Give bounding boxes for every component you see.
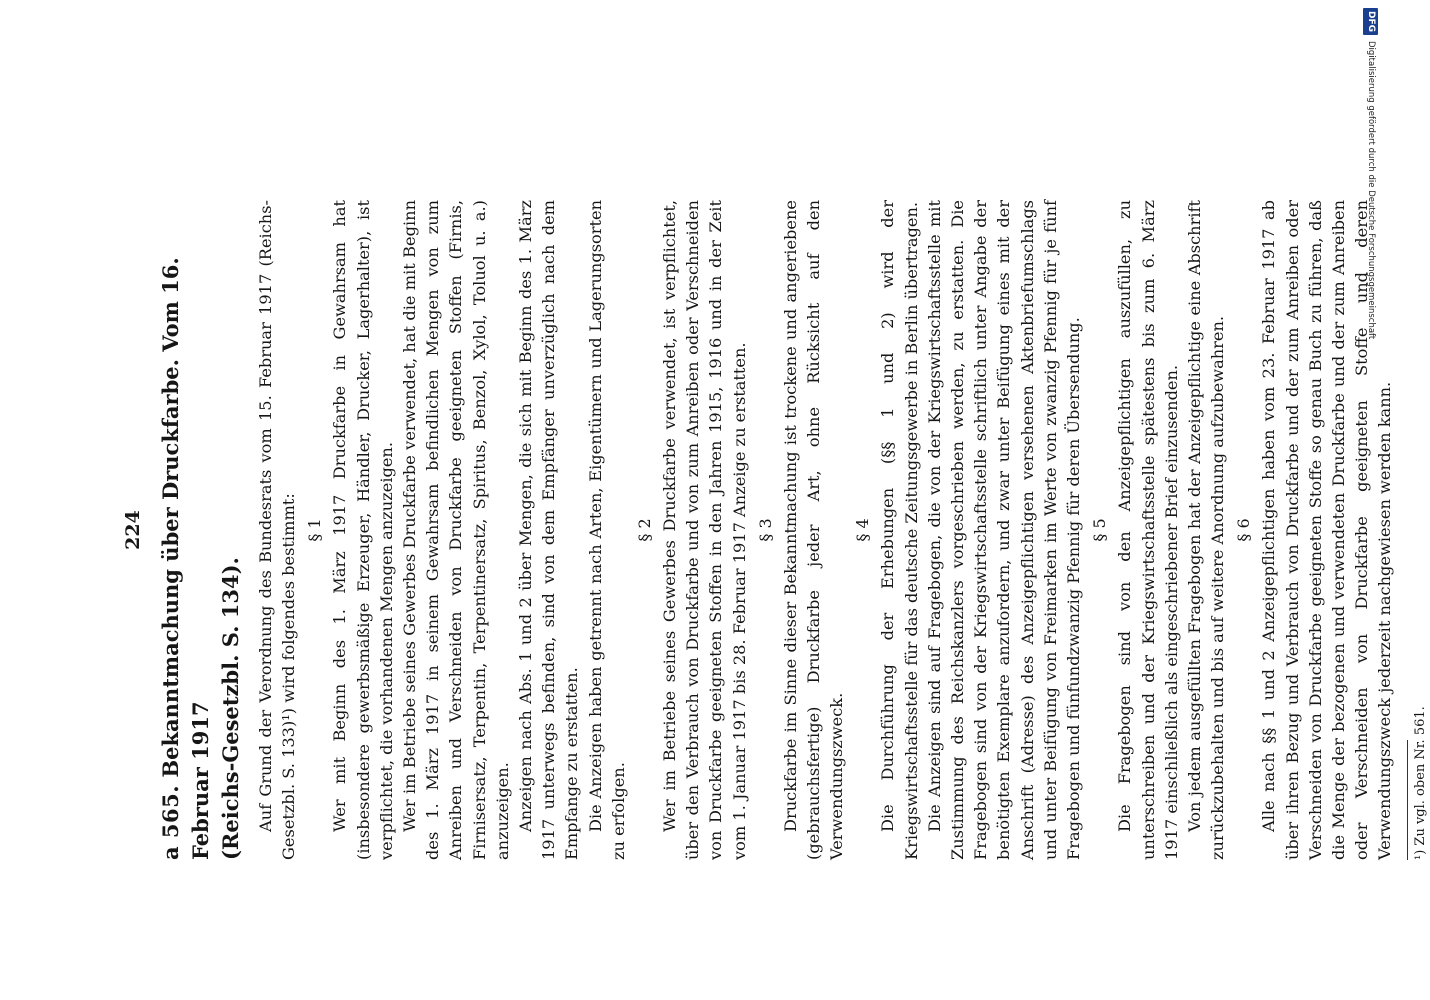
section-heading: § 2 [635,518,655,542]
page-number: 224 [122,510,144,550]
rotated-page-content [120,200,1428,860]
footnote: ¹) Zu vgl. oben Nr. 561. [1412,706,1428,860]
section-heading: § 6 [1234,518,1254,542]
credit-rotated [1361,8,1381,408]
section-paragraph: Druckfarbe im Sinne dieser Bekanntmachung ist trockene und angeriebene (gebrauchsfertige) Druckfarbe jeder Art, ohne Rücksicht auf den Verwendungszweck. [780,200,847,860]
section-heading: § 3 [755,518,775,542]
title-citation: (Reichs-Gesetzbl. S. 134). [218,557,243,860]
section-paragraph: Wer im Betriebe seines Gewerbes Druckfarbe verwendet, hat die mit Beginn des 1. März 1917 in seinem Gewahrsam befindlichen Mengen von zum Anreiben und Verschneiden von Druckfarbe geeigneten Stoffen (Firnis, Firnisersatz, Terpentin, Terpentinersatz, Spiritus, Benzol, Xylol, Toluol u. a.) anzuzeigen. [400,200,512,860]
section-heading: § 5 [1090,518,1110,542]
section-paragraph: Alle nach §§ 1 und 2 Anzeigepflichtigen haben vom 23. Februar 1917 ab über ihren Bezug und Verbrauch von Druckfarbe und der zum Anreiben oder Verschneiden von Druckfarbe geeigneten Stoffe so genau Buch zu führen, daß die Menge der bezogenen und verwendeten Druckfarbe und der zum Anreiben oder Verschneiden von Druckfarbe geeigneten Stoffe und deren Verwendungszweck jederzeit nachgewiesen werden kann. [1259,200,1395,860]
section-paragraph: Die Fragebogen sind von den Anzeigepflichtigen auszufüllen, zu unterschreiben und der Kriegswirtschaftsstelle spätestens bis zum 6. März 1917 einschließlich als eingeschriebener Brief einzusenden. [1115,200,1181,860]
section-paragraph: Von jedem ausgefüllten Fragebogen hat der Anzeigepflichtige eine Abschrift zurückzubehalten und bis auf weitere Anordnung aufzubewahren. [1184,200,1228,860]
document-title [156,200,246,860]
section-paragraph: Die Anzeigen sind auf Fragebogen, die von der Kriegswirtschaftsstelle mit Zustimmung des Reichskanzlers vorgeschrieben werden, zu erstatten. Die Fragebogen sind von der Kriegswirtschaftsstelle schriftlich unter Angabe der benötigten Exemplare anzufordern, und zwar unter Beifügung eines mit der Anschrift (Adresse) des Anzeigepflichtigen versehenen Aktenbriefumschlags und unter Beifügung von Freimarken im Werte von zwanzig Pfennig für je fünf Fragebogen und fünfundzwanzig Pfennig für deren Übersendung. [924,200,1084,860]
section-paragraph: Die Durchführung der Erhebungen (§§ 1 und 2) wird der Kriegswirtschaftsstelle für das deutsche Zeitungsgewerbe in Berlin übertragen. [878,200,921,860]
digitization-credit: Digitalisierung gefördert durch die Deutsche Forschungsgemeinschaft [1366,41,1377,340]
section-paragraph: Anzeigen nach Abs. 1 und 2 über Mengen, die sich mit Beginn des 1. März 1917 unterwegs befinden, sind von dem Empfänger unverzüglich nach dem Empfange zu erstatten. [516,200,582,860]
section-heading: § 4 [853,518,873,542]
dfg-logo: DFG [1364,8,1379,35]
title-number: a 565. [158,784,183,860]
section-paragraph: Wer im Betriebe seines Gewerbes Druckfarbe verwendet, ist verpflichtet, über den Verbrauch von Druckfarbe und von zum Anreiben oder Verschneiden von Druckfarbe geeigneten Stoffen in den Jahren 1915, 1916 und in der Zeit vom 1. Januar 1917 bis 28. Februar 1917 Anzeige zu erstatten. [660,200,749,860]
section-paragraph: Wer mit Beginn des 1. März 1917 Druckfarbe in Gewahrsam hat (insbesondere gewerbsmäßige Erzeuger, Händler, Drucker, Lagerhalter), ist verpflichtet, die vorhandenen Mengen anzuzeigen. [330,200,396,860]
title-text: Bekanntmachung über Druckfarbe. Vom 16. Februar 1917 [158,257,213,860]
intro-paragraph: Auf Grund der Verordnung des Bundesrats vom 15. Februar 1917 (Reichs-Gesetzbl. S. 133)¹) wird folgendes bestimmt: [256,200,299,860]
section-paragraph: Die Anzeigen haben getrennt nach Arten, Eigentümern und Lagerungsorten zu erfolgen. [585,200,628,860]
credit-strip [1363,0,1383,1000]
section-heading: § 1 [305,518,325,542]
footnote-divider [1407,740,1408,860]
